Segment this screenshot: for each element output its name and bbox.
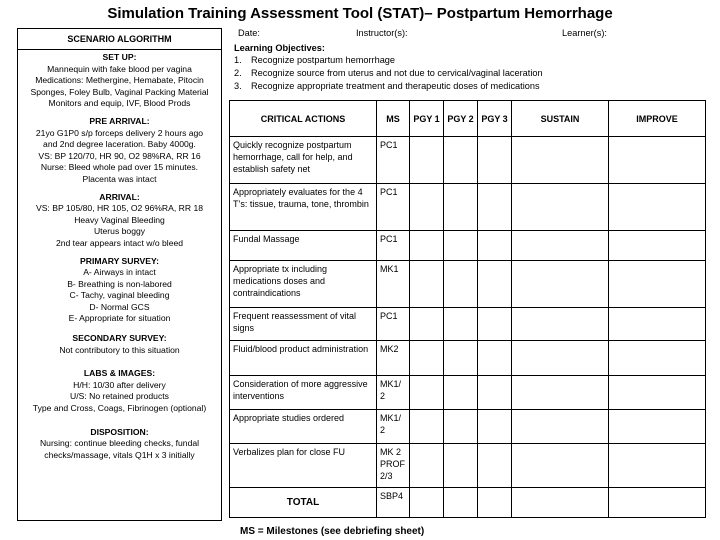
scenario-section-line: Nursing: continue bleeding checks, fundal [39, 438, 200, 449]
scenario-section-line: Sponges, Foley Bulb, Vaginal Packing Material [30, 86, 209, 97]
scenario-section-line: and 2nd degree laceration. Baby 4000g. [43, 139, 196, 150]
pgy1-cell[interactable] [410, 341, 444, 376]
milestone-cell: MK1/ 2 [377, 410, 410, 444]
pgy2-cell[interactable] [444, 137, 478, 184]
improve-cell[interactable] [609, 184, 706, 231]
learning-objectives-title: Learning Objectives: [234, 43, 325, 53]
scenario-section [21, 368, 218, 414]
scenario-section-title: PRE ARRIVAL: [89, 115, 150, 126]
sustain-cell[interactable] [512, 184, 609, 231]
scenario-section [21, 427, 218, 462]
scenario-section-line: Mannequin with fake blood per vagina [47, 63, 192, 74]
scenario-section-line: Uterus boggy [93, 226, 146, 237]
total-label: TOTAL [230, 488, 377, 518]
critical-action-cell: Verbalizes plan for close FU [230, 444, 377, 488]
scenario-section-line: D- Normal GCS [89, 301, 150, 312]
scenario-section-line: B- Breathing is non-labored [67, 278, 172, 289]
pgy1-cell[interactable] [410, 444, 444, 488]
sustain-cell[interactable] [512, 308, 609, 341]
learning-objective [234, 54, 704, 67]
table-row [230, 410, 706, 444]
milestone-cell: PC1 [377, 308, 410, 341]
scenario-algorithm-panel [17, 28, 222, 521]
sustain-cell[interactable] [512, 137, 609, 184]
sustain-cell[interactable] [512, 341, 609, 376]
pgy2-cell[interactable] [444, 308, 478, 341]
sustain-cell[interactable] [512, 261, 609, 308]
improve-cell[interactable] [609, 444, 706, 488]
milestones-footnote: MS = Milestones (see debriefing sheet) [240, 526, 425, 537]
critical-actions-table [229, 100, 706, 518]
improve-cell[interactable] [609, 261, 706, 308]
pgy2-cell[interactable] [444, 184, 478, 231]
sustain-cell[interactable] [512, 231, 609, 261]
pgy1-cell[interactable] [410, 376, 444, 410]
table-row [230, 444, 706, 488]
scenario-section-line: Nurse: Bleed whole pad over 15 minutes. [40, 162, 199, 173]
scenario-section-line: E- Appropriate for situation [68, 313, 171, 324]
pgy1-cell[interactable] [410, 308, 444, 341]
scenario-section-title: SECONDARY SURVEY: [72, 333, 167, 344]
learning-objective [234, 67, 704, 80]
pgy3-cell[interactable] [478, 184, 512, 231]
pgy3-cell[interactable] [478, 444, 512, 488]
sustain-cell[interactable] [512, 444, 609, 488]
learning-objective-number: 3. [234, 81, 242, 91]
critical-action-cell: Consideration of more aggressive interventions [230, 376, 377, 410]
scenario-section-line: H/H: 10/30 after delivery [73, 379, 166, 390]
improve-cell[interactable] [609, 308, 706, 341]
scenario-section-title: DISPOSITION: [90, 426, 149, 437]
learning-objective [234, 80, 704, 93]
scenario-section-line: Heavy Vaginal Bleeding [74, 214, 165, 225]
milestone-cell: PC1 [377, 184, 410, 231]
pgy2-cell[interactable] [444, 261, 478, 308]
learner-label: Learner(s): [562, 28, 607, 38]
pgy2-cell[interactable] [444, 341, 478, 376]
milestone-cell: PC1 [377, 137, 410, 184]
table-row [230, 261, 706, 308]
pgy1-cell[interactable] [410, 184, 444, 231]
scenario-section-line: Monitors and equip, IVF, Blood Prods [48, 98, 191, 109]
column-header: MS [377, 101, 410, 137]
milestone-cell: MK1/ 2 [377, 376, 410, 410]
date-label: Date: [238, 28, 260, 38]
column-header: PGY 3 [478, 101, 512, 137]
column-header: PGY 2 [444, 101, 478, 137]
pgy3-cell[interactable] [478, 376, 512, 410]
improve-cell[interactable] [609, 231, 706, 261]
pgy1-cell[interactable] [410, 231, 444, 261]
scenario-section-line: C- Tachy, vaginal bleeding [69, 290, 170, 301]
scenario-section-line: checks/massage, vitals Q1H x 3 initially [44, 449, 195, 460]
milestone-cell: MK1 [377, 261, 410, 308]
pgy2-cell[interactable] [444, 376, 478, 410]
scenario-algorithm-header: SCENARIO ALGORITHM [18, 29, 221, 50]
sustain-total-cell[interactable] [512, 488, 609, 518]
table-row [230, 137, 706, 184]
learning-objective-text: Recognize source from uterus and not due to cervical/vaginal laceration [251, 68, 543, 78]
critical-action-cell: Appropriately evaluates for the 4 T’s: tissue, trauma, tone, thrombin [230, 184, 377, 231]
page-title: Simulation Training Assessment Tool (STAT)– Postpartum Hemorrhage [107, 5, 613, 22]
total-row [230, 488, 706, 518]
pgy3-cell[interactable] [478, 137, 512, 184]
scenario-algorithm-body [18, 50, 221, 461]
pgy1-cell[interactable] [410, 261, 444, 308]
scenario-section [21, 256, 218, 326]
scenario-section-line: 2nd tear appears intact w/o bleed [55, 237, 184, 248]
learning-objective-number: 1. [234, 55, 242, 65]
table-row [230, 184, 706, 231]
pgy3-total-cell[interactable] [478, 488, 512, 518]
pgy3-cell[interactable] [478, 410, 512, 444]
scenario-section-line: VS: BP 120/70, HR 90, O2 98%RA, RR 16 [38, 150, 201, 161]
scenario-section [21, 192, 218, 250]
pgy3-cell[interactable] [478, 231, 512, 261]
scenario-section-line: Placenta was intact [82, 173, 157, 184]
column-header: CRITICAL ACTIONS [230, 101, 377, 137]
pgy2-total-cell[interactable] [444, 488, 478, 518]
pgy1-total-cell[interactable] [410, 488, 444, 518]
scenario-section-title: LABS & IMAGES: [83, 368, 156, 379]
instructor-label: Instructor(s): [356, 28, 408, 38]
scenario-section-line: A- Airways in intact [83, 267, 156, 278]
milestone-cell: MK 2 PROF 2/3 [377, 444, 410, 488]
scenario-section-line: Not contributory to this situation [59, 344, 180, 355]
learning-objective-number: 2. [234, 68, 242, 78]
sustain-cell[interactable] [512, 376, 609, 410]
critical-action-cell: Frequent reassessment of vital signs [230, 308, 377, 341]
pgy3-cell[interactable] [478, 341, 512, 376]
learning-objective-text: Recognize appropriate treatment and therapeutic doses of medications [251, 81, 540, 91]
column-header: IMPROVE [609, 101, 706, 137]
table-row [230, 308, 706, 341]
improve-cell[interactable] [609, 376, 706, 410]
critical-action-cell: Appropriate tx including medications doses and contraindications [230, 261, 377, 308]
pgy2-cell[interactable] [444, 444, 478, 488]
pgy1-cell[interactable] [410, 410, 444, 444]
sustain-cell[interactable] [512, 410, 609, 444]
improve-cell[interactable] [609, 137, 706, 184]
improve-cell[interactable] [609, 341, 706, 376]
scenario-section [21, 52, 218, 110]
table-row [230, 341, 706, 376]
critical-action-cell: Fluid/blood product administration [230, 341, 377, 376]
critical-action-cell: Appropriate studies ordered [230, 410, 377, 444]
scenario-section-line: 21yo G1P0 s/p forceps delivery 2 hours ago [35, 127, 204, 138]
improve-cell[interactable] [609, 410, 706, 444]
scenario-section-title: PRIMARY SURVEY: [80, 255, 159, 266]
pgy2-cell[interactable] [444, 231, 478, 261]
column-header: PGY 1 [410, 101, 444, 137]
milestone-cell: PC1 [377, 231, 410, 261]
column-header: SUSTAIN [512, 101, 609, 137]
pgy3-cell[interactable] [478, 261, 512, 308]
critical-action-cell: Quickly recognize postpartum hemorrhage, call for help, and establish safety net [230, 137, 377, 184]
scenario-section-line: Type and Cross, Coags, Fibrinogen (optional) [32, 403, 207, 414]
assessment-info [234, 28, 704, 93]
pgy3-cell[interactable] [478, 308, 512, 341]
scenario-section-title: ARRIVAL: [99, 191, 140, 202]
table-row [230, 231, 706, 261]
critical-action-cell: Fundal Massage [230, 231, 377, 261]
scenario-section [21, 333, 218, 356]
scenario-section-line: VS: BP 105/80, HR 105, O2 96%RA, RR 18 [35, 203, 204, 214]
scenario-section-line: U/S: No retained products [70, 391, 169, 402]
scenario-section [21, 116, 218, 186]
table-row [230, 376, 706, 410]
pgy1-cell[interactable] [410, 137, 444, 184]
learning-objectives-list [234, 54, 704, 93]
scenario-section-title: SET UP: [102, 52, 137, 62]
total-milestone-cell: SBP4 [377, 488, 410, 518]
improve-total-cell[interactable] [609, 488, 706, 518]
milestone-cell: MK2 [377, 341, 410, 376]
scenario-section-line: Medications: Methergine, Hemabate, Pitocin [35, 75, 204, 86]
learning-objective-text: Recognize postpartum hemorrhage [251, 55, 396, 65]
pgy2-cell[interactable] [444, 410, 478, 444]
